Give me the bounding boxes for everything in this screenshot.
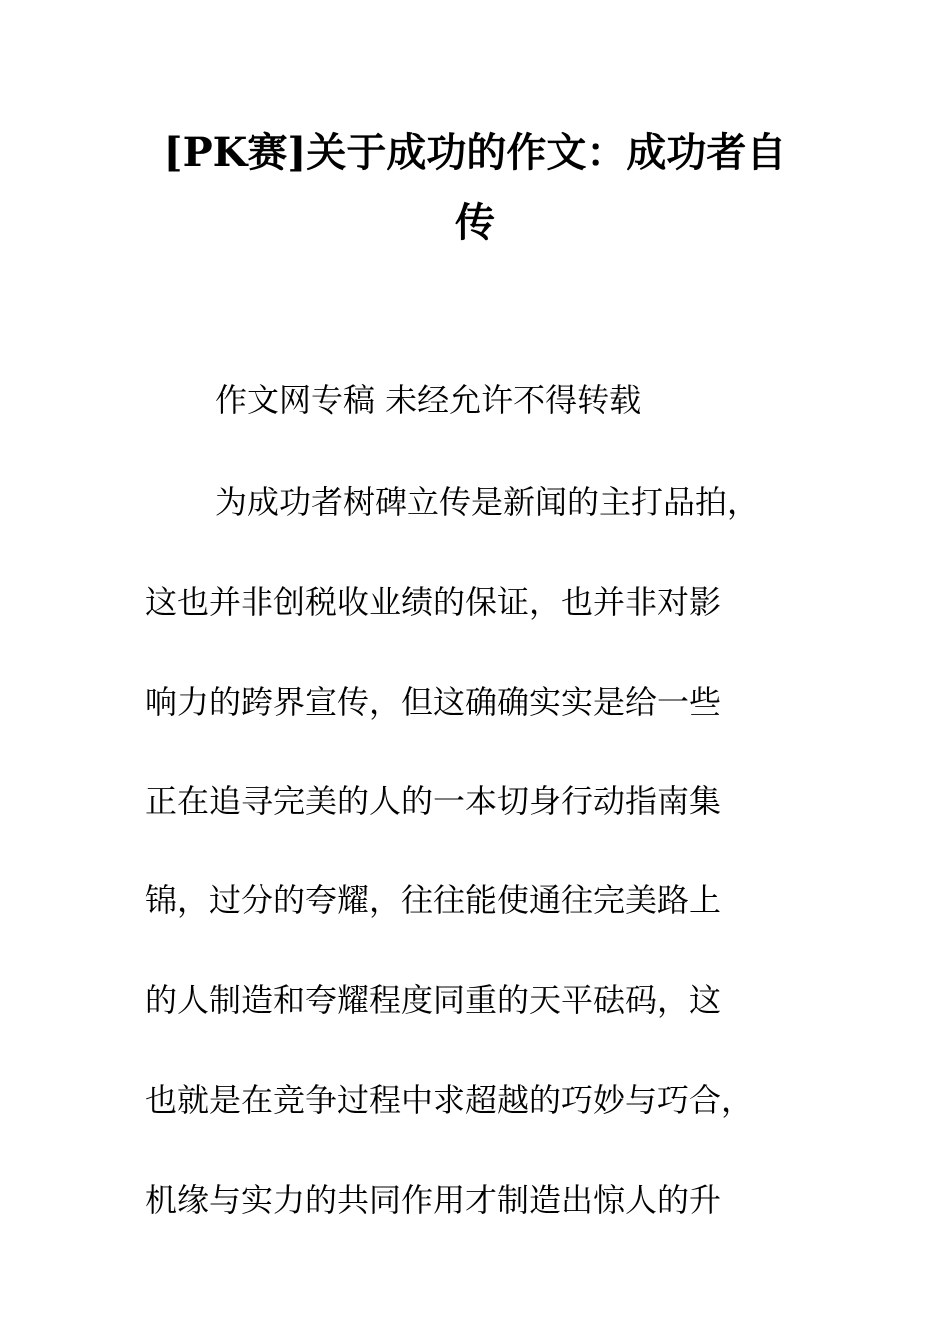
body-line: 机缘与实力的共同作用才制造出惊人的升 (145, 1181, 722, 1219)
byline: 作文网专稿 未经允许不得转载 (215, 381, 642, 419)
body-line: 也就是在竞争过程中求超越的巧妙与巧合， (145, 1081, 754, 1119)
body-line: 为成功者树碑立传是新闻的主打品拍， (215, 483, 760, 521)
body-line: 的人制造和夸耀程度同重的天平砝码，这 (145, 981, 722, 1019)
body-line: 响力的跨界宣传，但这确确实实是给一些 (145, 683, 722, 721)
body-line: 锦，过分的夸耀，往往能使通往完美路上 (145, 881, 722, 919)
title-line-2: 传 (455, 199, 495, 246)
body-line: 正在追寻完美的人的一本切身行动指南集 (145, 782, 722, 820)
document-title (145, 118, 805, 258)
title-line-1: [PK赛]关于成功的作文：成功者自 (163, 129, 787, 176)
body-line: 这也并非创税收业绩的保证，也并非对影 (145, 583, 722, 621)
